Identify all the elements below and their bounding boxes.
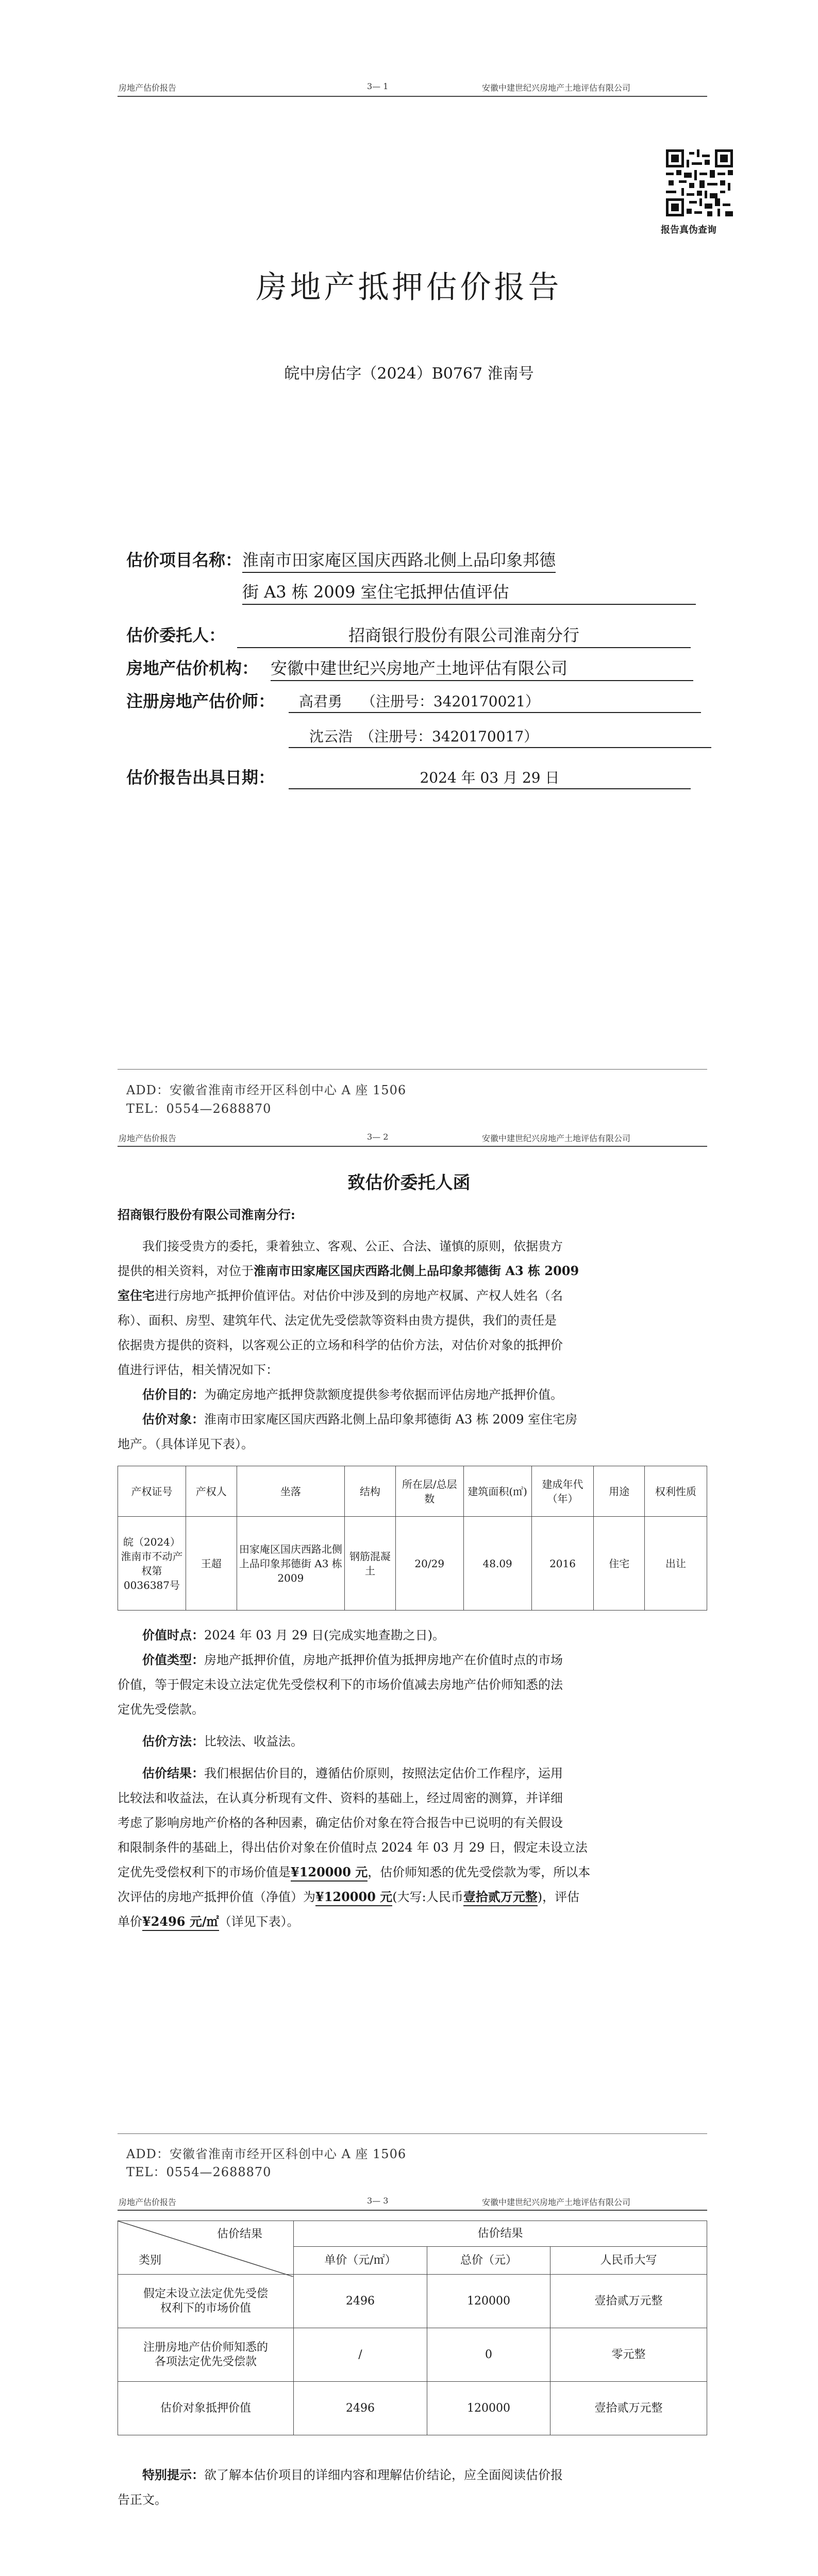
- row-upper: 壹拾贰万元整: [550, 2275, 707, 2328]
- row-upper: 壹拾贰万元整: [550, 2382, 707, 2435]
- agency-value: 安徽中建世纪兴房地产土地评估有限公司: [271, 655, 693, 681]
- para1-line3: 室住宅进行房地产抵押价值评估。对估价中涉及到的房地产权属、产权人姓名（名: [118, 1288, 563, 1303]
- result-line-3: 考虑了影响房地产价格的各种因素，确定估价对象在符合报告中已说明的有关假设: [118, 1816, 563, 1830]
- row-label: 估价对象抵押价值: [118, 2382, 294, 2435]
- table-header: 建成年代（年）: [531, 1466, 594, 1517]
- col-header-unit: 单价（元/㎡）: [294, 2247, 427, 2275]
- cell-cert-no: 皖（2024）淮南市不动产权第0036387号: [118, 1517, 186, 1611]
- cell-right: 出让: [645, 1517, 707, 1611]
- mortgage-value-upper: 壹拾贰万元整: [463, 1889, 538, 1906]
- cell-structure: 钢筋混凝土: [345, 1517, 396, 1611]
- row-total: 0: [427, 2328, 550, 2382]
- result-line-2: 比较法和收益法，在认真分析现有文件、资料的基础上，经过周密的测算，并详细: [118, 1791, 563, 1805]
- project-name-value-2: 街 A3 栋 2009 室住宅抵押估值评估: [242, 579, 696, 605]
- footer-address: ADD：安徽省淮南市经开区科创中心 A 座 1506: [126, 1083, 407, 1097]
- appraiser-1: 高君勇 （注册号：3420170021）: [289, 690, 701, 713]
- cell-owner: 王超: [186, 1517, 237, 1611]
- result-line-5: 定优先受偿权利下的市场价值是¥120000 元，估价师知悉的优先受偿款为零，所以本: [118, 1860, 707, 1885]
- row-label: 注册房地产估价师知悉的各项法定优先受偿款: [118, 2328, 294, 2382]
- page-number: 3— 2: [367, 1132, 389, 1142]
- table-row: [118, 1517, 707, 1611]
- appraiser-label: 注册房地产估价师：: [126, 691, 275, 711]
- cell-area: 48.09: [463, 1517, 531, 1611]
- result-table: [118, 2221, 707, 2435]
- client-label: 估价委托人：: [126, 625, 226, 645]
- footer-address: ADD：安徽省淮南市经开区科创中心 A 座 1506: [126, 2147, 407, 2161]
- method-line: 估价方法：比较法、收益法。: [142, 1734, 303, 1749]
- type-line-2: 价值，等于假定未设立法定优先受偿权利下的市场价值减去房地产估价师知悉的法: [118, 1677, 563, 1692]
- para1-line2: 提供的相关资料，对位于淮南市田家庵区国庆西路北侧上品印象邦德街 A3 栋 2009: [118, 1263, 579, 1278]
- qr-caption: 报告真伪查询: [661, 225, 716, 235]
- header-rule: [118, 1146, 707, 1147]
- para1-line6: 值进行评估，相关情况如下：: [118, 1363, 278, 1377]
- table-header: 坐落: [237, 1466, 345, 1517]
- page-header-left: 房地产估价报告: [119, 2197, 177, 2207]
- page-number: 3— 3: [367, 2196, 389, 2206]
- type-line: 价值类型：房地产抵押价值，房地产抵押价值为抵押房地产在价值时点的市场: [142, 1652, 563, 1667]
- table-header: 用途: [594, 1466, 645, 1517]
- result-line-7: 单价¥2496 元/㎡（详见下表）。: [118, 1909, 707, 1934]
- table-header: 结构: [345, 1466, 396, 1517]
- row-total: 120000: [427, 2382, 550, 2435]
- footer-rule: [118, 1069, 707, 1070]
- table-row: [118, 2382, 707, 2435]
- time-line: 价值时点：2024 年 03 月 29 日(完成实地查勘之日)。: [142, 1628, 445, 1642]
- cell-location: 田家庵区国庆西路北侧上品印象邦德街 A3 栋 2009: [237, 1517, 345, 1611]
- letter-body: [118, 1234, 707, 1456]
- table-header: 权利性质: [645, 1466, 707, 1517]
- para1-line5: 依据贵方提供的资料，以客观公正的立场和科学的估价方法，对估价对象的抵押价: [118, 1338, 563, 1352]
- purpose-line: 估价目的：为确定房地产抵押贷款额度提供参考依据而评估房地产抵押价值。: [142, 1387, 563, 1402]
- result-line-6: 次评估的房地产抵押价值（净值）为¥120000 元(大写:人民币壹拾贰万元整)，评估: [118, 1885, 707, 1909]
- page-header-right: 安徽中建世纪兴房地产土地评估有限公司: [482, 83, 631, 93]
- note-line: 特别提示：欲了解本估价项目的详细内容和理解估价结论，应全面阅读估价报: [142, 2467, 563, 2482]
- row-upper: 零元整: [550, 2328, 707, 2382]
- result-line-4: 和限制条件的基础上，得出估价对象在价值时点 2024 年 03 月 29 日，假定未设立法: [118, 1840, 588, 1855]
- table-header: 产权证号: [118, 1466, 186, 1517]
- row-unit: 2496: [294, 2275, 427, 2328]
- project-name-value: 淮南市田家庵区国庆西路北侧上品印象邦德: [242, 547, 556, 573]
- cell-year: 2016: [531, 1517, 594, 1611]
- property-table: [118, 1466, 707, 1611]
- client-value: 招商银行股份有限公司淮南分行: [237, 622, 691, 648]
- table-row: [118, 2275, 707, 2328]
- corner-bottom-label: 类别: [139, 2254, 162, 2267]
- letter-body-2: [118, 1623, 707, 1934]
- object-line-2: 地产。（具体详见下表）。: [118, 1437, 254, 1451]
- appraiser-2: 沈云浩 （注册号：3420170017）: [289, 725, 711, 748]
- row-label: 假定未设立法定优先受偿权利下的市场价值: [118, 2275, 294, 2328]
- unit-price: ¥2496 元/㎡: [142, 1914, 219, 1931]
- table-header: 所在层/总层数: [395, 1466, 463, 1517]
- row-unit: /: [294, 2328, 427, 2382]
- corner-cell: [118, 2221, 294, 2275]
- market-value: ¥120000 元: [291, 1865, 368, 1882]
- property-address-bold: 淮南市田家庵区国庆西路北侧上品印象邦德街 A3 栋 2009: [254, 1263, 579, 1278]
- date-label: 估价报告出具日期：: [126, 768, 275, 787]
- cell-floor: 20/29: [395, 1517, 463, 1611]
- page-header-left: 房地产估价报告: [119, 1133, 177, 1143]
- group-header: 估价结果: [294, 2221, 707, 2247]
- col-header-upper: 人民币大写: [550, 2247, 707, 2275]
- page-header-left: 房地产估价报告: [119, 83, 177, 93]
- footer-tel: TEL：0554—2688870: [126, 1101, 272, 1116]
- cell-use: 住宅: [594, 1517, 645, 1611]
- page-header-right: 安徽中建世纪兴房地产土地评估有限公司: [482, 1133, 631, 1143]
- mortgage-value: ¥120000 元: [315, 1889, 392, 1906]
- date-value: 2024 年 03 月 29 日: [289, 767, 691, 789]
- letter-title: 致估价委托人函: [347, 1173, 471, 1193]
- row-unit: 2496: [294, 2382, 427, 2435]
- table-header: 产权人: [186, 1466, 237, 1517]
- project-name-label: 估价项目名称：: [126, 550, 242, 570]
- object-line: 估价对象：淮南市田家庵区国庆西路北侧上品印象邦德街 A3 栋 2009 室住宅房: [142, 1412, 578, 1427]
- para1-line4: 称）、面积、房型、建筑年代、法定优先受偿款等资料由贵方提供，我们的责任是: [118, 1313, 557, 1328]
- para1-line1: 我们接受贵方的委托，秉着独立、客观、公正、合法、谨慎的原则，依据贵方: [142, 1239, 563, 1253]
- corner-top-label: 估价结果: [216, 2228, 262, 2241]
- table-row: [118, 2328, 707, 2382]
- type-line-3: 定优先受偿款。: [118, 1702, 204, 1717]
- letter-addressee: 招商银行股份有限公司淮南分行:: [118, 1207, 295, 1222]
- report-title: 房地产抵押估价报告: [256, 269, 562, 306]
- result-line: 估价结果：我们根据估价目的，遵循估价原则，按照法定估价工作程序，运用: [142, 1766, 563, 1781]
- qr-code[interactable]: [666, 149, 733, 216]
- page-number: 3— 1: [367, 81, 389, 91]
- footer-tel: TEL：0554—2688870: [126, 2165, 272, 2179]
- corner-diagonal: [118, 2221, 293, 2277]
- header-rule: [118, 96, 707, 97]
- special-note: [118, 2463, 707, 2512]
- note-line-2: 告正文。: [118, 2493, 167, 2507]
- row-total: 120000: [427, 2275, 550, 2328]
- page-header-right: 安徽中建世纪兴房地产土地评估有限公司: [482, 2197, 631, 2207]
- col-header-total: 总价（元）: [427, 2247, 550, 2275]
- report-number: 皖中房估字（2024）B0767 淮南号: [284, 365, 534, 383]
- agency-label: 房地产估价机构：: [126, 658, 259, 678]
- header-rule: [118, 2210, 707, 2211]
- footer-rule: [118, 2133, 707, 2134]
- table-header: 建筑面积(㎡): [463, 1466, 531, 1517]
